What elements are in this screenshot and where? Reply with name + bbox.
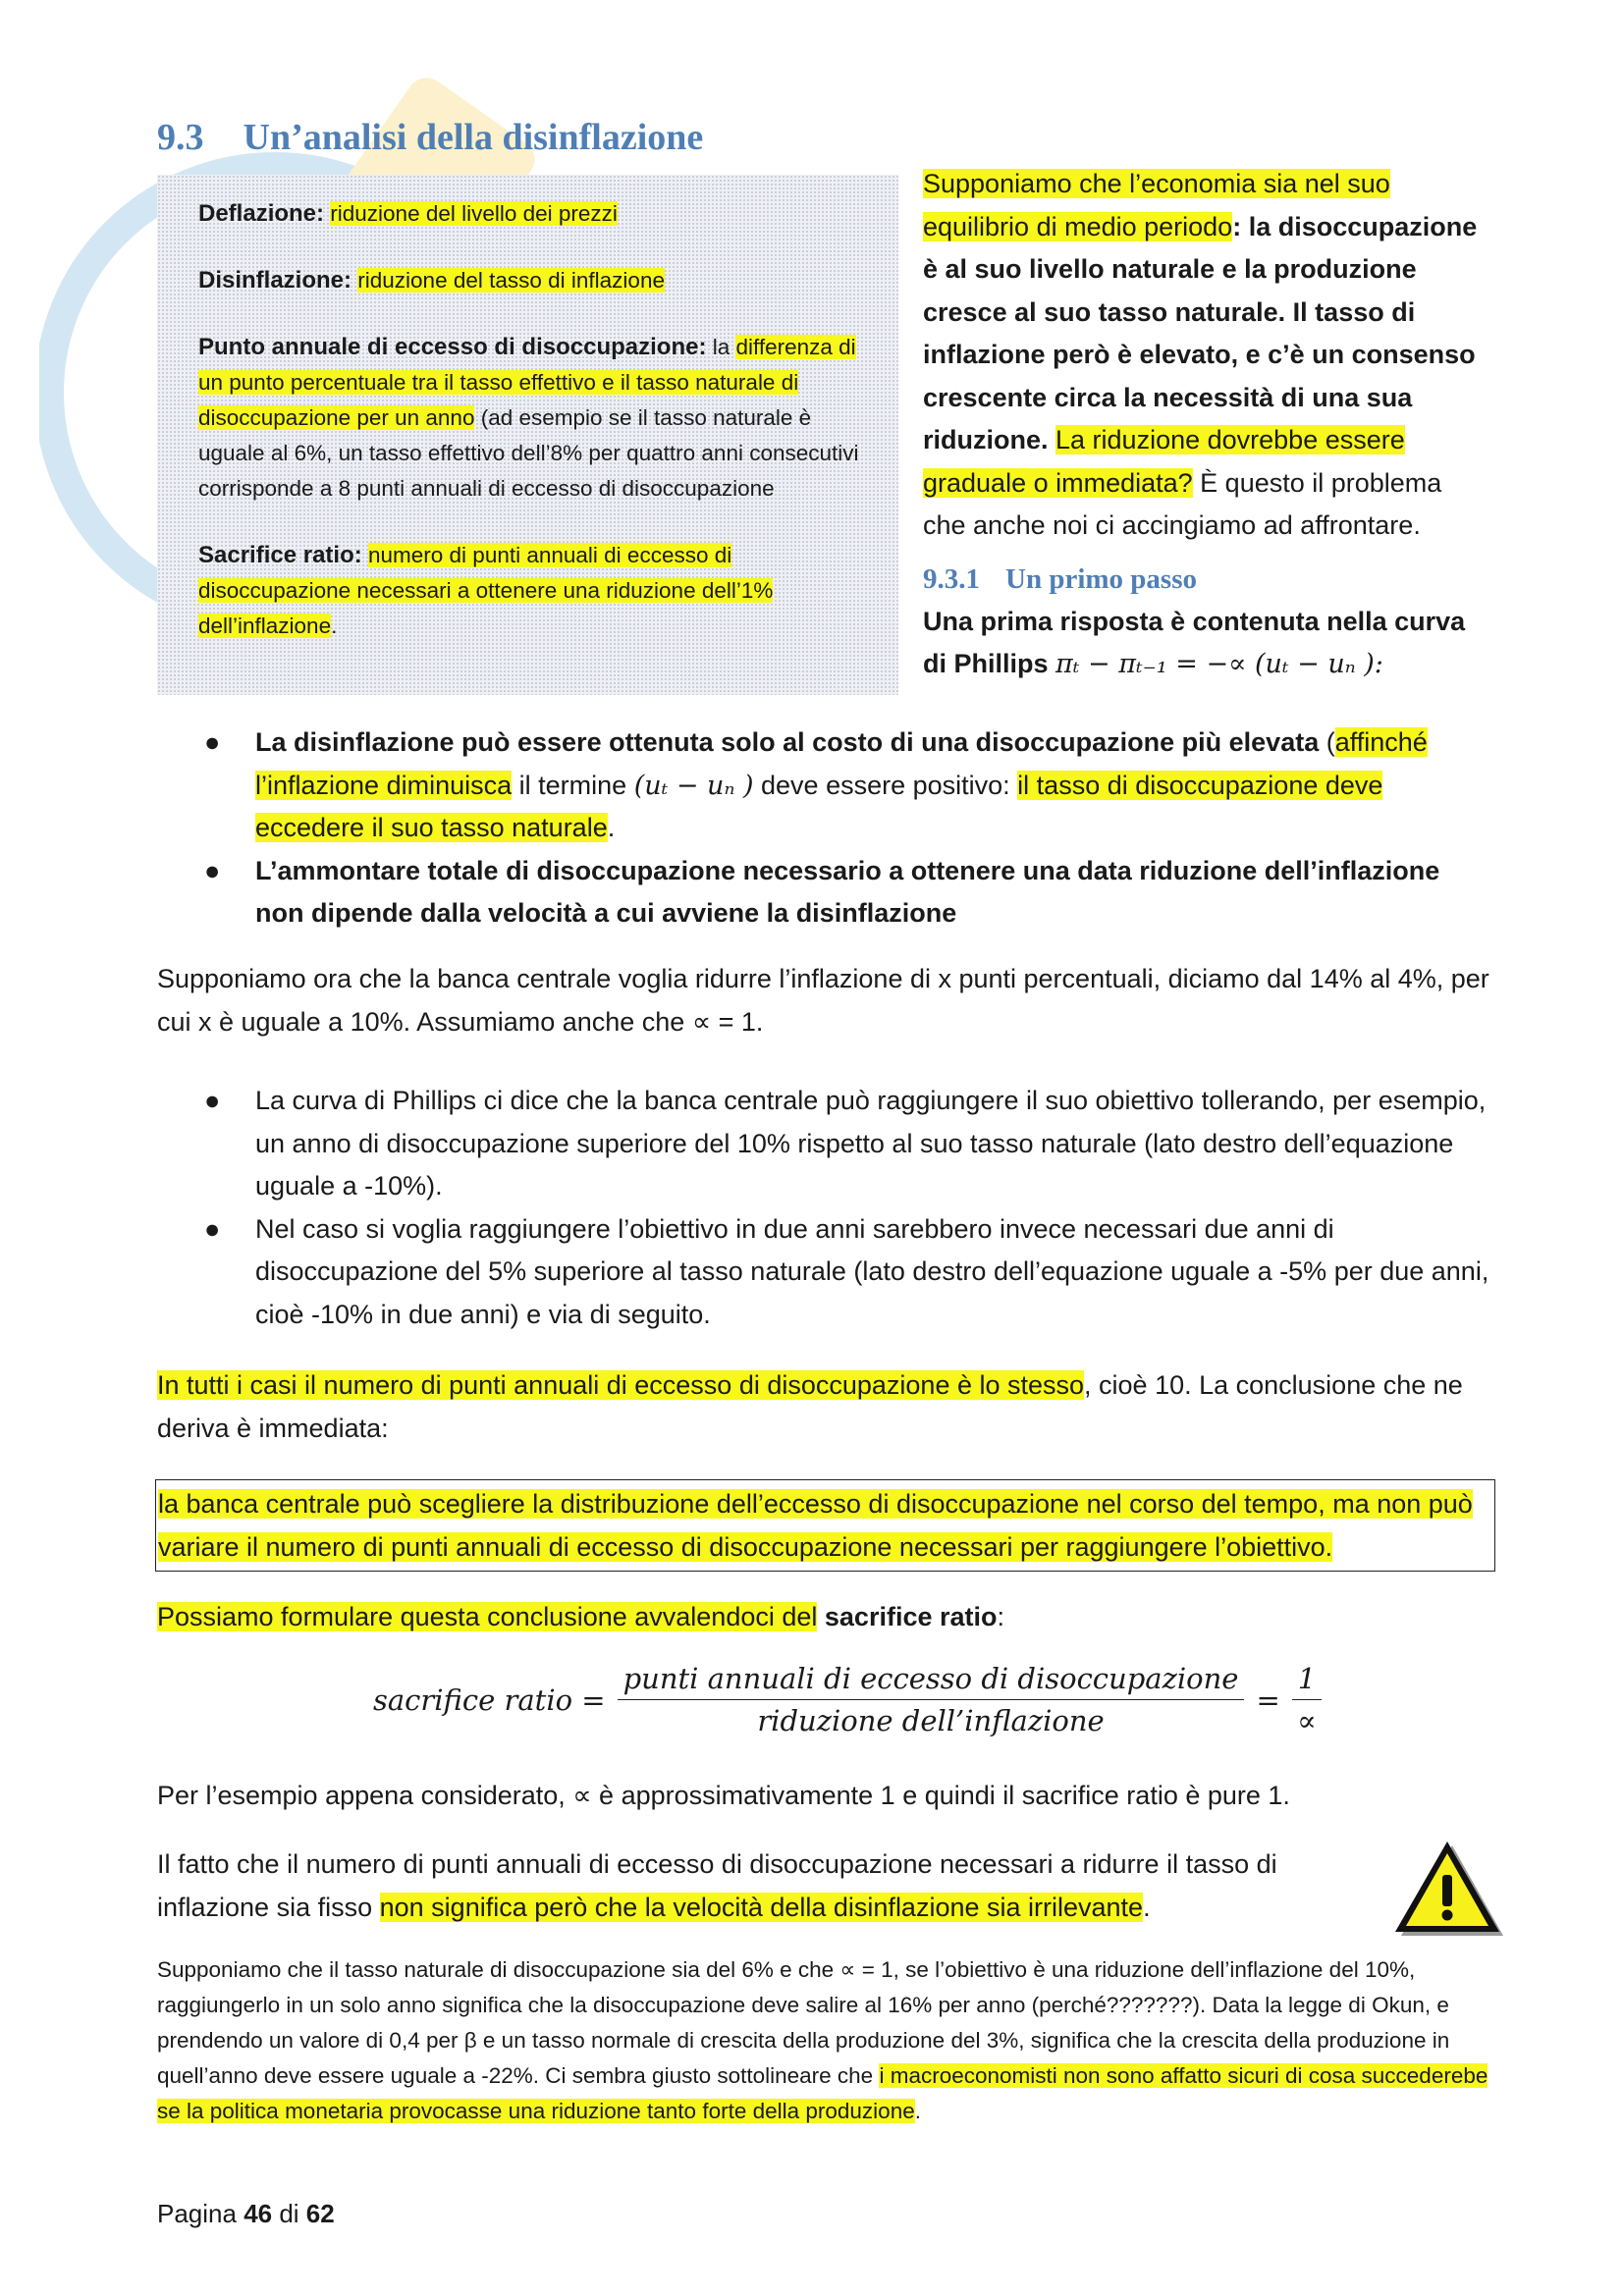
subsection-title-text: Un primo passo [1005, 562, 1197, 595]
paragraph-text: Il fatto che il numero di punti annuali di eccesso di disoccupazione necessari a ridurre il tasso di inflazione sia fisso [157, 1849, 1277, 1922]
bullet-text: La curva di Phillips ci dice che la banca centrale può raggiungere il suo obiettivo tollerando, per esempio, un anno di disoccupazione superiore del 10% rispetto al suo tasso naturale (lato destro dell’equazione uguale a -10%). [255, 1086, 1487, 1201]
list-item [157, 721, 1492, 850]
paragraph-end: . [1143, 1892, 1151, 1922]
paragraph-text: Supponiamo ora che la banca centrale voglia ridurre l’inflazione di x punti percentuali, diciamo dal 14% al 4%, per cui x è uguale a 10%. Assumiamo anche che ∝ = 1. [157, 964, 1489, 1037]
paragraph-end: : [997, 1602, 1004, 1631]
formula-lhs: sacrifice ratio = [373, 1682, 606, 1717]
conclusion-text: la banca centrale può scegliere la distribuzione dell’eccesso di disoccupazione nel corso del tempo, ma non può variare il numero di punti annuali di eccesso di disoccupazione necessari per raggiungere l’obiettivo. [158, 1489, 1473, 1562]
footer-of: di [272, 2199, 306, 2228]
term-deflazione: Deflazione: [198, 200, 325, 227]
bullet-icon: ● [204, 727, 221, 757]
paragraph-2 [157, 1364, 1492, 1450]
intro-paragraph [923, 163, 1483, 548]
bullet-icon: ● [204, 855, 221, 885]
intro-highlight: Supponiamo che l’economia sia nel suo equilibrio di medio periodo [923, 169, 1390, 241]
section-number: 9.3 [157, 117, 204, 158]
phillips-equation: πₜ − πₜ₋₁ = −∝ (uₜ − uₙ ): [1055, 649, 1383, 679]
def-punto-example: (ad esempio se il tasso naturale è uguale al 6%, un tasso effettivo dell’8% per quattro anni consecutivi corrisponde a 8 punti annuali di eccesso di disoccupazione [198, 405, 859, 501]
bullets-section-1 [157, 721, 1492, 935]
def-sacrifice-ratio [198, 538, 859, 644]
def-deflazione [198, 196, 859, 232]
bullet1-bold: La disinflazione può essere ottenuta solo al costo di una disoccupazione più elevata [255, 727, 1320, 757]
bullet-icon: ● [204, 1213, 221, 1244]
right-column [923, 163, 1483, 686]
page-total: 62 [305, 2199, 335, 2228]
formula-denominator: riduzione dell’inflazione [757, 1704, 1105, 1737]
note-end: . [914, 2099, 921, 2123]
paragraph-text: , cioè 10. La conclusione che ne deriva è immediata: [157, 1370, 1463, 1443]
intro-bold: : la disoccupazione è al suo livello naturale e la produzione cresce al suo tasso naturale. Il tasso di inflazione però è elevato, e c’è un consenso crescente circa la necessità di una sua riduzione. [923, 211, 1478, 454]
conclusion-box [155, 1479, 1495, 1572]
section-title-text: Un’analisi della disinflazione [243, 117, 704, 158]
def-disinflazione [198, 263, 859, 298]
note-paragraph [157, 1952, 1492, 2129]
definitions-box [157, 175, 898, 695]
term-punto-annuale: Punto annuale di eccesso di disoccupazione: [198, 334, 707, 360]
note-highlight: i macroeconomisti non sono affatto sicuri di cosa succederebe se la politica monetaria provocasse una riduzione tanto forte della produzione [157, 2063, 1488, 2123]
page-number: 46 [243, 2199, 273, 2228]
intro-space [1049, 425, 1056, 454]
subsection-number: 9.3.1 [923, 562, 980, 595]
def-sacrifice-end: . [331, 614, 338, 638]
page-footer [157, 2199, 335, 2229]
term-disinflazione: Disinflazione: [198, 267, 352, 294]
paragraph-highlight: non significa però che la velocità della disinflazione sia irrilevante [379, 1892, 1144, 1922]
intro-end: È questo il problema che anche noi ci accingiamo ad affrontare. [923, 467, 1442, 540]
bullet1-term: il termine [512, 770, 634, 800]
bullet1-end: . [607, 813, 616, 842]
bullet1-equation: (uₜ − uₙ ) [633, 770, 754, 801]
section-title [157, 116, 703, 159]
sacrifice-ratio-formula [373, 1662, 1333, 1737]
phillips-text: Una prima risposta è contenuta nella curva di Phillips [923, 606, 1466, 678]
paragraph-bold: sacrifice ratio [817, 1602, 998, 1631]
bullets-section-2 [157, 1080, 1492, 1336]
formula-fraction [618, 1662, 1245, 1737]
paragraph-3 [157, 1596, 1492, 1639]
note-text: Supponiamo che il tasso naturale di disoccupazione sia del 6% e che ∝ = 1, se l’obiettivo è una riduzione dell’inflazione del 10%, raggiungerlo in un solo anno significa che la disoccupazione deve salire al 16% per anno (perché???????). Data la legge di Okun, e prendendo un valore di 0,4 per β e un tasso normale di crescita della produzione del 3%, significa che la crescita della produzione in quell’anno deve essere uguale a -22%. Ci sembra giusto sottolineare che [157, 1957, 1450, 2088]
def-sacrifice-text: numero di punti annuali di eccesso di disoccupazione necessari a ottenere una riduzione dell’1% dell’inflazione [198, 543, 774, 638]
bullet1-text: deve essere positivo: [753, 770, 1018, 800]
paragraph-highlight: In tutti i casi il numero di punti annuali di eccesso di disoccupazione è lo stesso [157, 1370, 1085, 1400]
subsection-title [923, 558, 1483, 601]
paragraph-1 [157, 958, 1492, 1043]
footer-label: Pagina [157, 2199, 244, 2228]
paragraph-text: Per l’esempio appena considerato, ∝ è approssimativamente 1 e quindi il sacrifice ratio è pure 1. [157, 1781, 1290, 1810]
list-item [157, 850, 1492, 935]
bullet-icon: ● [204, 1086, 221, 1115]
paragraph-4 [157, 1775, 1492, 1818]
bullet1-highlight-2: il tasso di disoccupazione deve eccedere il suo tasso naturale [255, 770, 1383, 842]
formula-denominator-2: ∝ [1297, 1704, 1317, 1737]
def-deflazione-text: riduzione del livello dei prezzi [330, 201, 618, 226]
list-item [157, 1208, 1492, 1337]
formula-numerator: punti annuali di eccesso di disoccupazione [618, 1662, 1245, 1700]
bullet1-highlight: affinché l’inflazione diminuisca [255, 727, 1428, 800]
list-item [157, 1080, 1492, 1208]
bullet2-bold: L’ammontare totale di disoccupazione necessario a ottenere una data riduzione dell’inflazione non dipende dalla velocità a cui avviene la disinflazione [255, 855, 1440, 928]
term-sacrifice-ratio: Sacrifice ratio: [198, 542, 362, 568]
bullet-text: Nel caso si voglia raggiungere l’obiettivo in due anni sarebbero invece necessari due anni di disoccupazione del 5% superiore al tasso naturale (lato destro dell’equazione uguale a -5% per due anni, cioè -10% in due anni) e via di seguito. [255, 1213, 1489, 1329]
intro-question: La riduzione dovrebbe essere graduale o immediata? [923, 425, 1405, 498]
def-disinflazione-text: riduzione del tasso di inflazione [357, 268, 665, 293]
paragraph-highlight: Possiamo formulare questa conclusione avvalendoci del [157, 1602, 818, 1631]
bullet1-paren: ( [1319, 727, 1335, 757]
formula-equals: = [1256, 1682, 1280, 1717]
paragraph-5 [157, 1843, 1384, 1929]
warning-triangle-icon [1391, 1838, 1507, 1940]
def-punto-text: differenza di un punto percentuale tra il tasso effettivo e il tasso naturale di disoccupazione per un anno [198, 335, 856, 430]
def-punto-pre: la [706, 335, 736, 359]
formula-numerator-2: 1 [1292, 1662, 1322, 1700]
phillips-paragraph [923, 601, 1483, 686]
def-punto-annuale [198, 330, 859, 507]
formula-fraction-2 [1292, 1662, 1322, 1737]
